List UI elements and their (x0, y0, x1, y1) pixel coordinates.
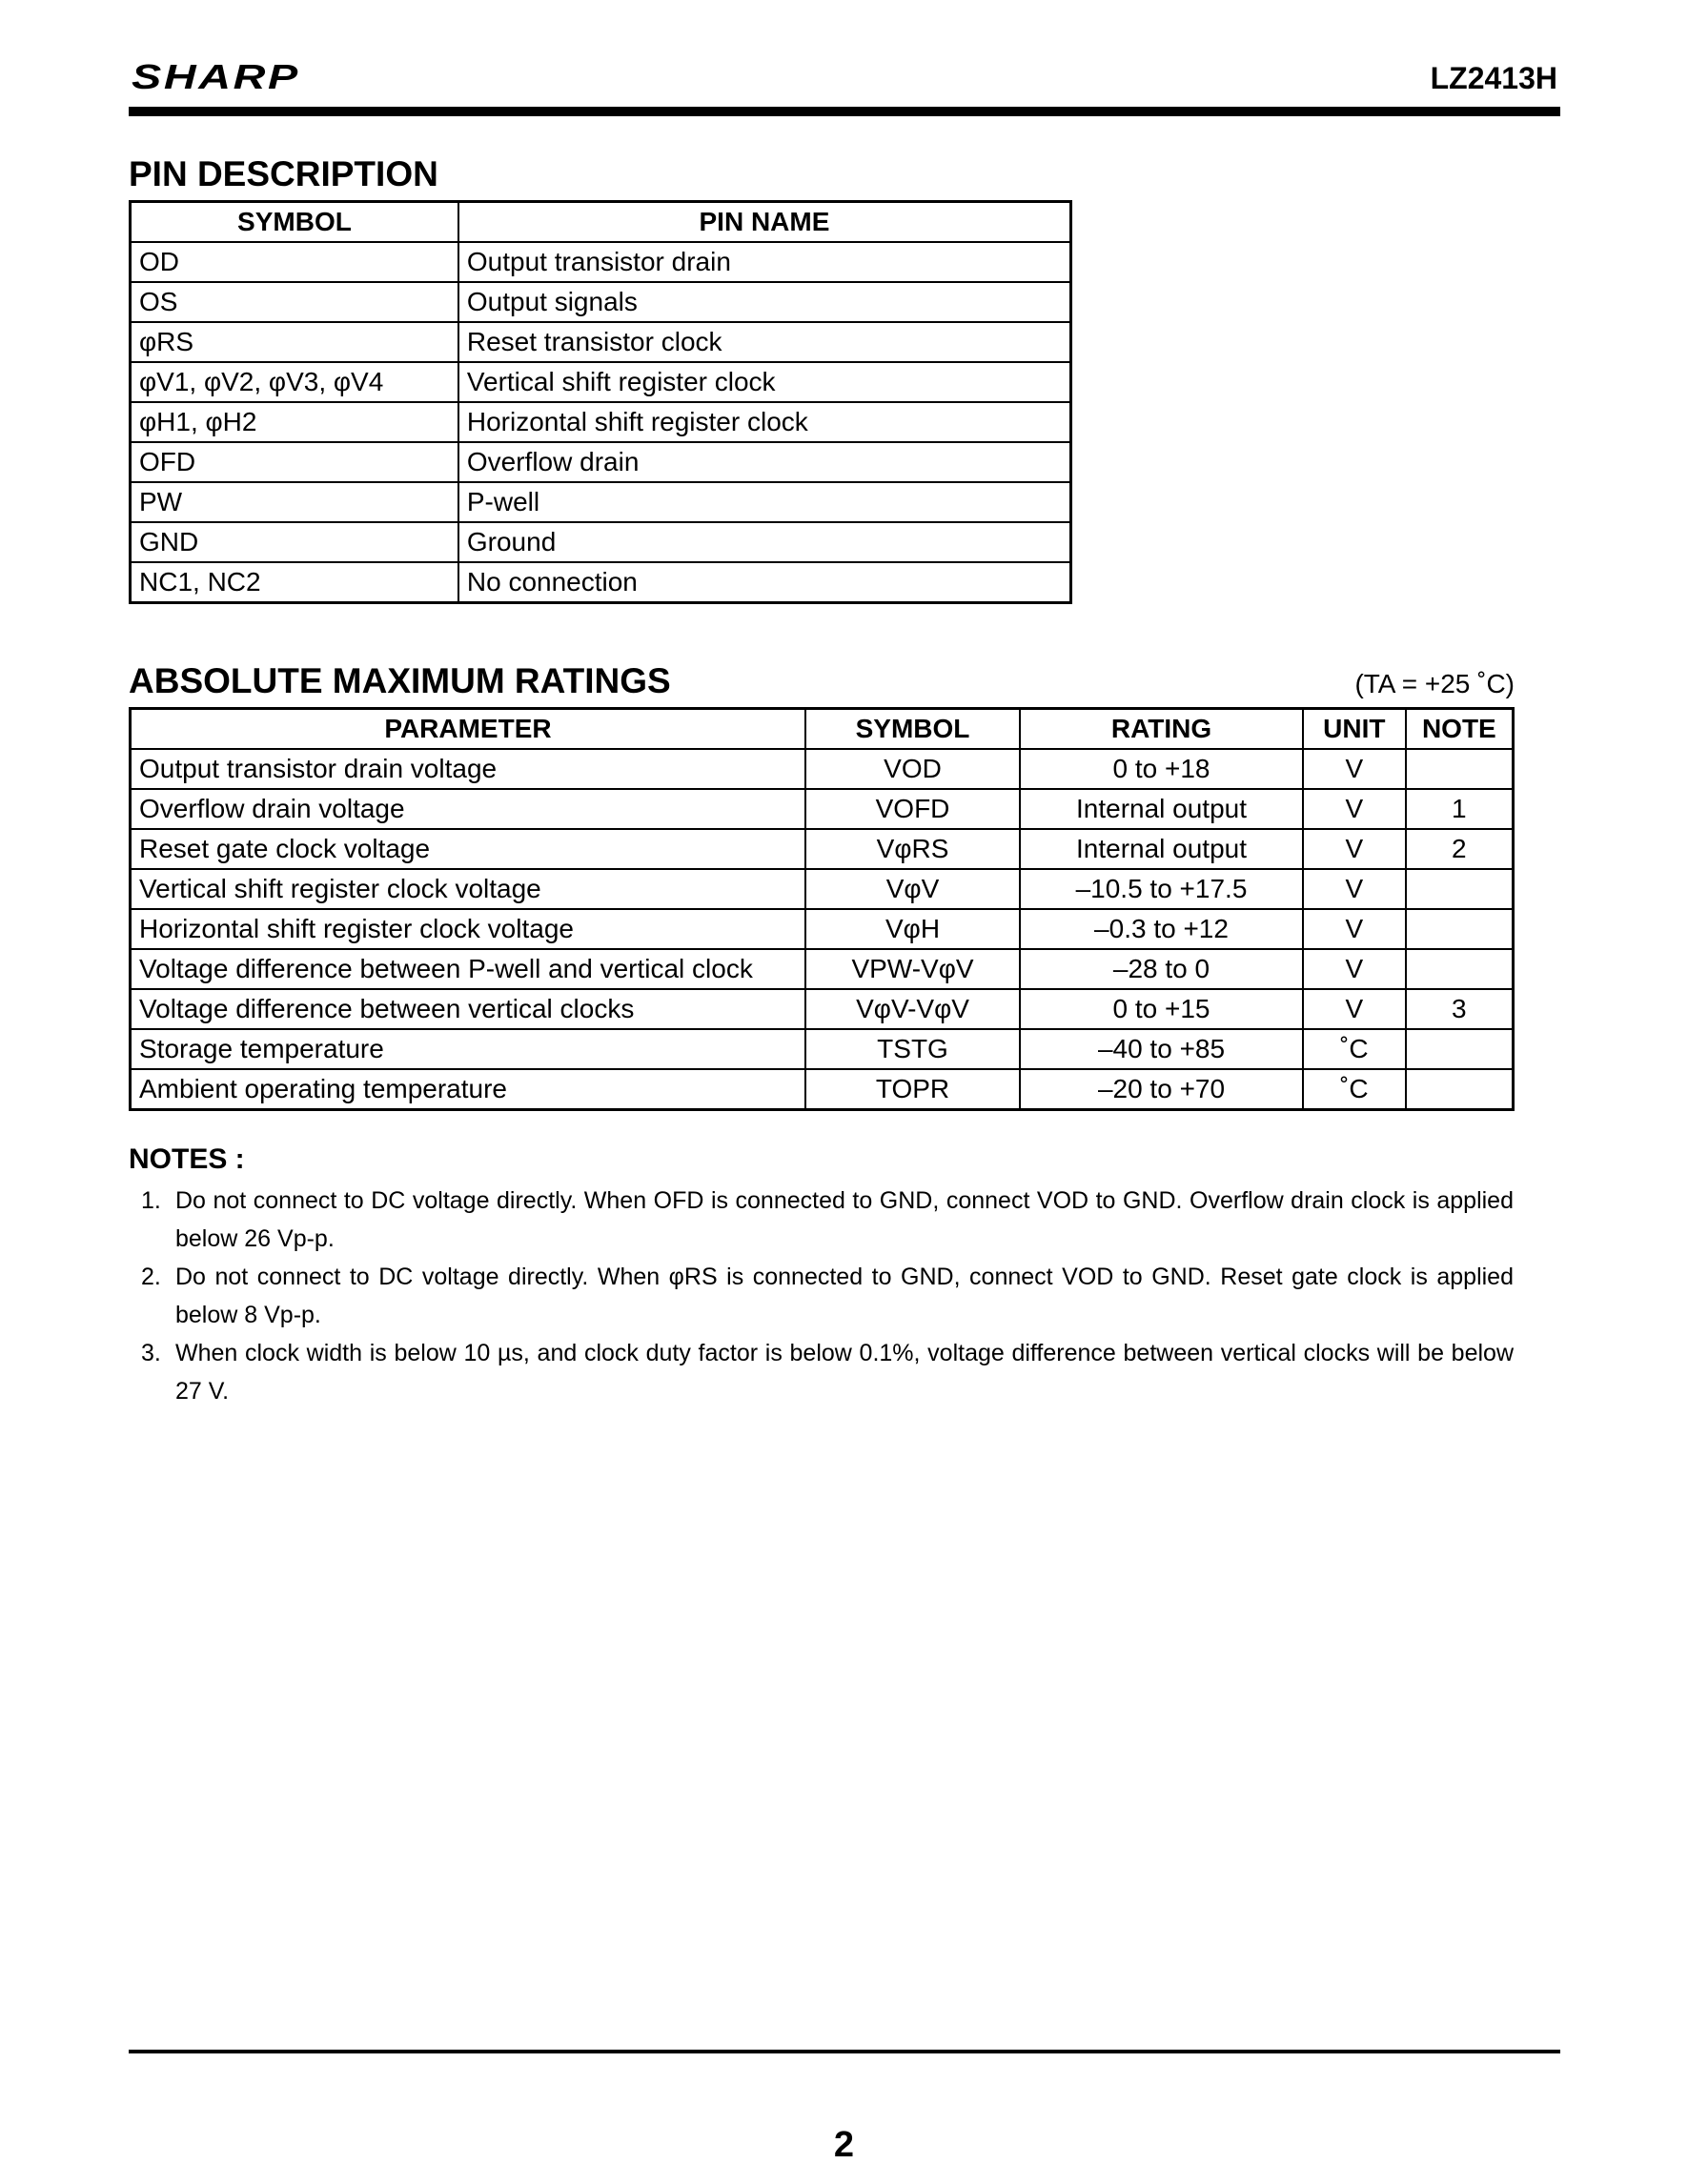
pin-symbol: φRS (131, 322, 458, 362)
note-cell: 3 (1406, 989, 1514, 1029)
list-item (141, 1182, 1514, 1258)
symbol-cell: TOPR (805, 1069, 1020, 1110)
table-row (131, 949, 1514, 989)
table-row (131, 522, 1071, 562)
note-cell (1406, 749, 1514, 789)
symbol-cell: VOD (805, 749, 1020, 789)
symbol-cell: VφV-VφV (805, 989, 1020, 1029)
parameter-cell: Output transistor drain voltage (131, 749, 805, 789)
column-header-symbol: SYMBOL (131, 202, 458, 243)
parameter-cell: Vertical shift register clock voltage (131, 869, 805, 909)
parameter-cell: Voltage difference between P-well and vertical clock (131, 949, 805, 989)
rating-cell: Internal output (1020, 789, 1303, 829)
column-header-note: NOTE (1406, 709, 1514, 750)
symbol-cell: VPW-VφV (805, 949, 1020, 989)
pin-symbol: NC1, NC2 (131, 562, 458, 603)
pin-name: Horizontal shift register clock (458, 402, 1071, 442)
unit-cell: ˚C (1303, 1069, 1406, 1110)
table-row (131, 322, 1071, 362)
parameter-cell: Voltage difference between vertical clocks (131, 989, 805, 1029)
note-cell: 2 (1406, 829, 1514, 869)
brand-logo: SHARP (132, 57, 300, 96)
rating-cell: –28 to 0 (1020, 949, 1303, 989)
table-header-row (131, 709, 1514, 750)
table-row (131, 482, 1071, 522)
pin-description-table (129, 200, 1072, 604)
note-number: 2. (141, 1264, 161, 1290)
pin-symbol: φV1, φV2, φV3, φV4 (131, 362, 458, 402)
rating-cell: 0 to +18 (1020, 749, 1303, 789)
pin-symbol: PW (131, 482, 458, 522)
parameter-cell: Overflow drain voltage (131, 789, 805, 829)
rating-cell: Internal output (1020, 829, 1303, 869)
note-text: When clock width is below 10 µs, and clock duty factor is below 0.1%, voltage difference between vertical clocks will be below 27 V. (175, 1340, 1514, 1405)
page-number: 2 (833, 2125, 855, 2165)
column-header-unit: UNIT (1303, 709, 1406, 750)
header-divider (129, 107, 1560, 116)
note-number: 3. (141, 1340, 161, 1366)
pin-name: Output transistor drain (458, 242, 1071, 282)
unit-cell: V (1303, 909, 1406, 949)
model-number: LZ2413H (1430, 61, 1557, 95)
parameter-cell: Horizontal shift register clock voltage (131, 909, 805, 949)
unit-cell: V (1303, 829, 1406, 869)
table-row (131, 1029, 1514, 1069)
footer-divider (129, 2050, 1560, 2053)
column-header-parameter: PARAMETER (131, 709, 805, 750)
rating-cell: –10.5 to +17.5 (1020, 869, 1303, 909)
pin-symbol: OFD (131, 442, 458, 482)
unit-cell: V (1303, 869, 1406, 909)
pin-name: Overflow drain (458, 442, 1071, 482)
rating-cell: –20 to +70 (1020, 1069, 1303, 1110)
table-row (131, 789, 1514, 829)
notes-title: NOTES : (129, 1143, 245, 1175)
pin-name: Reset transistor clock (458, 322, 1071, 362)
rating-cell: –40 to +85 (1020, 1029, 1303, 1069)
unit-cell: ˚C (1303, 1029, 1406, 1069)
pin-symbol: OS (131, 282, 458, 322)
symbol-cell: VφV (805, 869, 1020, 909)
table-row (131, 909, 1514, 949)
pin-symbol: OD (131, 242, 458, 282)
pin-symbol: GND (131, 522, 458, 562)
note-text: Do not connect to DC voltage directly. When φRS is connected to GND, connect VOD to GND. Reset gate clock is applied below 8 Vp-p. (175, 1264, 1514, 1328)
list-item (141, 1258, 1514, 1334)
unit-cell: V (1303, 989, 1406, 1029)
column-header-pin-name: PIN NAME (458, 202, 1071, 243)
pin-name: P-well (458, 482, 1071, 522)
pin-name: Ground (458, 522, 1071, 562)
column-header-symbol: SYMBOL (805, 709, 1020, 750)
notes-list (141, 1182, 1514, 1410)
note-cell (1406, 1069, 1514, 1110)
parameter-cell: Storage temperature (131, 1029, 805, 1069)
note-cell (1406, 949, 1514, 989)
rating-cell: –0.3 to +12 (1020, 909, 1303, 949)
note-cell (1406, 869, 1514, 909)
table-row (131, 749, 1514, 789)
table-row (131, 242, 1071, 282)
table-row (131, 402, 1071, 442)
table-row (131, 1069, 1514, 1110)
table-row (131, 362, 1071, 402)
note-cell (1406, 1029, 1514, 1069)
table-row (131, 562, 1071, 603)
pin-name: Output signals (458, 282, 1071, 322)
pin-name: Vertical shift register clock (458, 362, 1071, 402)
symbol-cell: TSTG (805, 1029, 1020, 1069)
unit-cell: V (1303, 749, 1406, 789)
note-cell (1406, 909, 1514, 949)
table-row (131, 989, 1514, 1029)
unit-cell: V (1303, 789, 1406, 829)
parameter-cell: Reset gate clock voltage (131, 829, 805, 869)
pin-name: No connection (458, 562, 1071, 603)
table-row (131, 829, 1514, 869)
note-number: 1. (141, 1187, 161, 1214)
symbol-cell: VφH (805, 909, 1020, 949)
temperature-condition: (TA = +25 ˚C) (1354, 669, 1515, 698)
pin-symbol: φH1, φH2 (131, 402, 458, 442)
table-row (131, 869, 1514, 909)
note-cell: 1 (1406, 789, 1514, 829)
absolute-maximum-ratings-title: ABSOLUTE MAXIMUM RATINGS (129, 661, 671, 700)
table-row (131, 442, 1071, 482)
list-item (141, 1334, 1514, 1410)
parameter-cell: Ambient operating temperature (131, 1069, 805, 1110)
symbol-cell: VφRS (805, 829, 1020, 869)
table-header-row (131, 202, 1071, 243)
rating-cell: 0 to +15 (1020, 989, 1303, 1029)
absolute-maximum-ratings-table (129, 707, 1515, 1111)
pin-description-title: PIN DESCRIPTION (129, 154, 438, 193)
unit-cell: V (1303, 949, 1406, 989)
table-row (131, 282, 1071, 322)
note-text: Do not connect to DC voltage directly. When OFD is connected to GND, connect VOD to GND. Overflow drain clock is applied below 26 Vp-p. (175, 1187, 1514, 1252)
symbol-cell: VOFD (805, 789, 1020, 829)
column-header-rating: RATING (1020, 709, 1303, 750)
